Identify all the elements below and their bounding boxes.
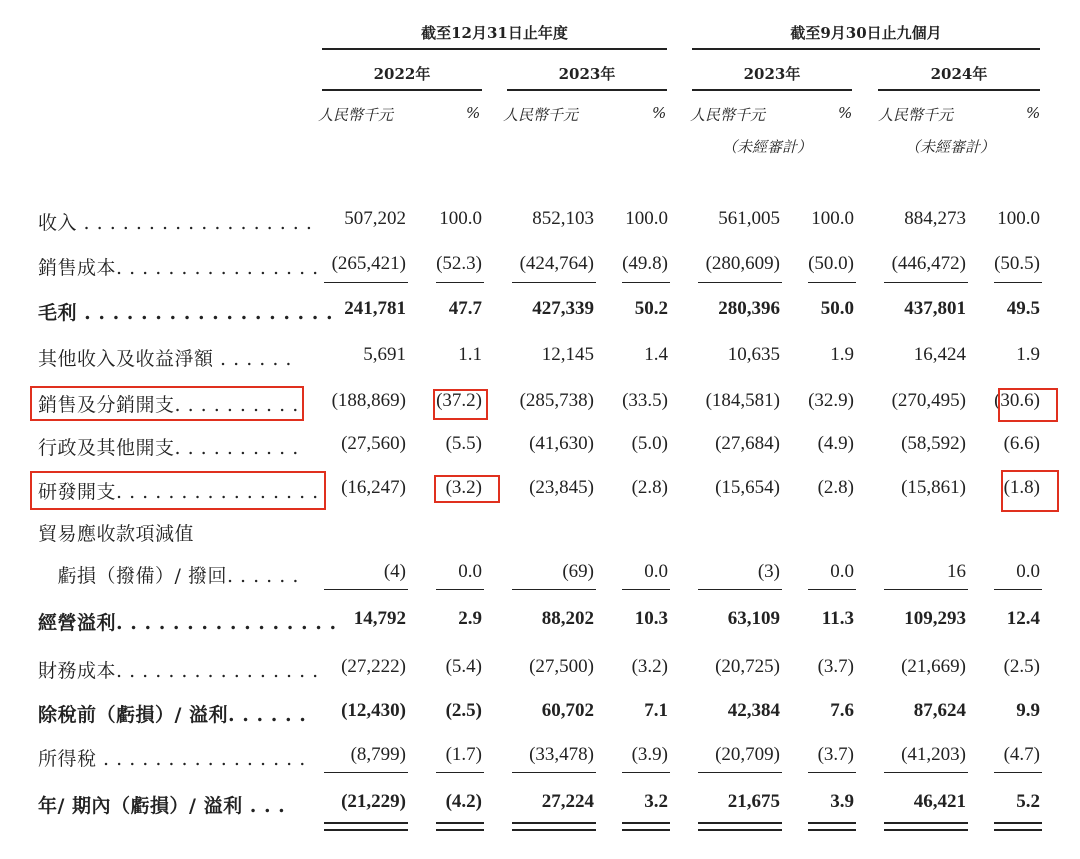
cell-pct-2023: (3.2) xyxy=(631,656,668,677)
total-double-rule xyxy=(622,822,670,824)
subtotal-rule xyxy=(884,772,968,773)
subtotal-rule xyxy=(512,772,596,773)
cell-val-2023-9m: (15,654) xyxy=(715,477,780,498)
cell-pct-2022: (37.2) xyxy=(436,390,482,411)
cell-pct-2023: 1.4 xyxy=(644,344,668,365)
cell-pct-2024-9m: 100.0 xyxy=(997,208,1040,229)
subtotal-rule xyxy=(436,772,484,773)
cell-val-2023-9m: (27,684) xyxy=(715,433,780,454)
cell-val-2024-9m: 884,273 xyxy=(904,208,966,229)
subtotal-rule xyxy=(622,772,670,773)
cell-val-2023: (23,845) xyxy=(529,477,594,498)
subtotal-rule xyxy=(698,282,782,283)
cell-val-2023: 852,103 xyxy=(532,208,594,229)
cell-pct-2023-9m: (4.9) xyxy=(817,433,854,454)
total-double-rule xyxy=(808,829,856,831)
cell-val-2023: (27,500) xyxy=(529,656,594,677)
cell-pct-2024-9m: 12.4 xyxy=(1006,608,1040,629)
cell-pct-2022: 47.7 xyxy=(448,298,482,319)
row-label: 銷售及分銷開支. . . . . . . . . . xyxy=(38,394,299,416)
cell-val-2024-9m: 109,293 xyxy=(904,608,966,629)
cell-val-2023: (424,764) xyxy=(519,253,594,274)
subtotal-rule xyxy=(436,282,484,283)
unit-rmb: 人民幣千元 xyxy=(318,106,394,124)
unit-pct: % xyxy=(652,104,667,122)
cell-val-2022: 507,202 xyxy=(344,208,406,229)
subtotal-rule xyxy=(808,282,856,283)
highlight-box-rd-2022-pct xyxy=(434,475,500,503)
row-label: 貿易應收款項減值 xyxy=(38,523,195,545)
cell-pct-2023: (3.9) xyxy=(631,744,668,765)
year-header-2023-annual: 2023年 xyxy=(558,65,616,83)
row-label: 其他收入及收益淨額 . . . . . . xyxy=(38,348,292,370)
cell-pct-2023-9m: 1.9 xyxy=(830,344,854,365)
cell-pct-2023: 3.2 xyxy=(644,791,668,812)
cell-pct-2023: 7.1 xyxy=(644,700,668,721)
year-header-2023-annual-rule xyxy=(507,89,667,91)
row-label: 年/ 期內（虧損）/ 溢利 . . . xyxy=(38,795,286,817)
total-double-rule xyxy=(622,829,670,831)
cell-pct-2024-9m: (1.8) xyxy=(1003,477,1040,498)
cell-val-2024-9m: (21,669) xyxy=(901,656,966,677)
cell-pct-2023-9m: (32.9) xyxy=(808,390,854,411)
cell-pct-2024-9m: 0.0 xyxy=(1016,561,1040,582)
cell-val-2024-9m: (58,592) xyxy=(901,433,966,454)
unit-rmb: 人民幣千元 xyxy=(503,106,579,124)
row-label: 收入 . . . . . . . . . . . . . . . . . . xyxy=(38,212,313,234)
unit-pct: % xyxy=(466,104,481,122)
cell-pct-2023-9m: 100.0 xyxy=(811,208,854,229)
cell-pct-2023: 100.0 xyxy=(625,208,668,229)
period-header-nine-months-rule xyxy=(692,48,1040,50)
cell-val-2024-9m: 46,421 xyxy=(913,791,966,812)
subtotal-rule xyxy=(884,282,968,283)
cell-val-2022: 5,691 xyxy=(363,344,406,365)
cell-val-2023-9m: 280,396 xyxy=(718,298,780,319)
subtotal-rule xyxy=(994,282,1042,283)
subtotal-rule xyxy=(324,589,408,590)
row-label: 財務成本. . . . . . . . . . . . . . . . xyxy=(38,660,319,682)
period-header-annual-rule xyxy=(322,48,667,50)
total-double-rule xyxy=(324,829,408,831)
period-header-annual: 截至12月31日止年度 xyxy=(421,24,568,42)
cell-val-2022: (16,247) xyxy=(341,477,406,498)
cell-pct-2023-9m: (3.7) xyxy=(817,656,854,677)
cell-val-2023: 12,145 xyxy=(541,344,594,365)
cell-val-2023-9m: 21,675 xyxy=(727,791,780,812)
cell-val-2024-9m: 87,624 xyxy=(913,700,966,721)
subtotal-rule xyxy=(994,589,1042,590)
cell-pct-2023-9m: 7.6 xyxy=(830,700,854,721)
cell-val-2023: 427,339 xyxy=(532,298,594,319)
cell-pct-2023: (2.8) xyxy=(631,477,668,498)
highlight-box-selling-2024-pct xyxy=(998,388,1058,422)
highlight-box-rd-2024-pct xyxy=(1001,470,1059,512)
cell-pct-2022: 0.0 xyxy=(458,561,482,582)
cell-val-2023: 88,202 xyxy=(541,608,594,629)
subtotal-rule xyxy=(622,282,670,283)
cell-val-2023-9m: (20,709) xyxy=(715,744,780,765)
cell-pct-2023-9m: (50.0) xyxy=(808,253,854,274)
total-double-rule xyxy=(698,829,782,831)
unaudited-note: （未經審計） xyxy=(905,138,996,156)
cell-pct-2022: (4.2) xyxy=(445,791,482,812)
total-double-rule xyxy=(324,822,408,824)
total-double-rule xyxy=(808,822,856,824)
unit-rmb: 人民幣千元 xyxy=(878,106,954,124)
cell-val-2023-9m: 10,635 xyxy=(727,344,780,365)
cell-pct-2023: 50.2 xyxy=(634,298,668,319)
cell-pct-2023-9m: (3.7) xyxy=(817,744,854,765)
cell-pct-2023-9m: (2.8) xyxy=(817,477,854,498)
unit-rmb: 人民幣千元 xyxy=(690,106,766,124)
cell-pct-2022: (3.2) xyxy=(445,477,482,498)
cell-val-2022: 241,781 xyxy=(344,298,406,319)
year-header-2022: 2022年 xyxy=(373,65,431,83)
highlight-box-selling-2022-pct xyxy=(433,389,488,420)
cell-val-2023-9m: 63,109 xyxy=(727,608,780,629)
subtotal-rule xyxy=(324,772,408,773)
cell-pct-2024-9m: (4.7) xyxy=(1003,744,1040,765)
cell-val-2024-9m: 16 xyxy=(947,561,966,582)
cell-val-2023: (285,738) xyxy=(519,390,594,411)
cell-val-2023-9m: (280,609) xyxy=(705,253,780,274)
total-double-rule xyxy=(436,822,484,824)
highlight-box-selling-label xyxy=(30,386,304,421)
cell-val-2023-9m: (3) xyxy=(757,561,780,582)
subtotal-rule xyxy=(436,589,484,590)
cell-val-2022: (21,229) xyxy=(341,791,406,812)
row-label: 銷售成本. . . . . . . . . . . . . . . . xyxy=(38,257,319,279)
subtotal-rule xyxy=(994,772,1042,773)
cell-val-2023: 60,702 xyxy=(541,700,594,721)
year-header-2023-interim: 2023年 xyxy=(743,65,801,83)
subtotal-rule xyxy=(324,282,408,283)
cell-pct-2022: 100.0 xyxy=(439,208,482,229)
cell-val-2024-9m: (270,495) xyxy=(891,390,966,411)
subtotal-rule xyxy=(808,589,856,590)
total-double-rule xyxy=(698,822,782,824)
cell-val-2023-9m: 561,005 xyxy=(718,208,780,229)
unaudited-note: （未經審計） xyxy=(722,138,813,156)
cell-pct-2023-9m: 0.0 xyxy=(830,561,854,582)
cell-pct-2023: 0.0 xyxy=(644,561,668,582)
year-header-2023-interim-rule xyxy=(692,89,852,91)
row-label: 經營溢利. . . . . . . . . . . . . . . . xyxy=(38,612,337,634)
unit-pct: % xyxy=(838,104,853,122)
cell-pct-2022: (1.7) xyxy=(445,744,482,765)
highlight-box-rd-label xyxy=(30,471,326,510)
period-header-nine-months: 截至9月30日止九個月 xyxy=(790,24,942,42)
cell-pct-2023: (5.0) xyxy=(631,433,668,454)
cell-pct-2022: (5.5) xyxy=(445,433,482,454)
cell-val-2022: (265,421) xyxy=(331,253,406,274)
cell-pct-2023-9m: 50.0 xyxy=(820,298,854,319)
cell-val-2022: (8,799) xyxy=(350,744,406,765)
subtotal-rule xyxy=(698,772,782,773)
cell-pct-2024-9m: (2.5) xyxy=(1003,656,1040,677)
cell-pct-2022: (52.3) xyxy=(436,253,482,274)
cell-pct-2022: (2.5) xyxy=(445,700,482,721)
total-double-rule xyxy=(512,822,596,824)
total-double-rule xyxy=(884,822,968,824)
cell-pct-2022: 1.1 xyxy=(458,344,482,365)
cell-val-2024-9m: (41,203) xyxy=(901,744,966,765)
total-double-rule xyxy=(436,829,484,831)
cell-val-2023: (69) xyxy=(562,561,594,582)
cell-pct-2022: (5.4) xyxy=(445,656,482,677)
subtotal-rule xyxy=(698,589,782,590)
cell-val-2023: (41,630) xyxy=(529,433,594,454)
cell-pct-2024-9m: 5.2 xyxy=(1016,791,1040,812)
cell-pct-2024-9m: 1.9 xyxy=(1016,344,1040,365)
cell-pct-2024-9m: (6.6) xyxy=(1003,433,1040,454)
subtotal-rule xyxy=(512,589,596,590)
cell-val-2024-9m: 437,801 xyxy=(904,298,966,319)
row-label: 除稅前（虧損）/ 溢利. . . . . . xyxy=(38,704,307,726)
row-label: 虧損（撥備）/ 撥回. . . . . . xyxy=(38,565,299,587)
cell-pct-2022: 2.9 xyxy=(458,608,482,629)
cell-val-2022: (12,430) xyxy=(341,700,406,721)
cell-val-2022: (4) xyxy=(383,561,406,582)
cell-val-2022: (27,560) xyxy=(341,433,406,454)
subtotal-rule xyxy=(622,589,670,590)
unit-pct: % xyxy=(1026,104,1041,122)
subtotal-rule xyxy=(884,589,968,590)
cell-val-2022: (27,222) xyxy=(341,656,406,677)
cell-val-2024-9m: 16,424 xyxy=(913,344,966,365)
cell-val-2023: 27,224 xyxy=(541,791,594,812)
year-header-2022-rule xyxy=(322,89,482,91)
total-double-rule xyxy=(884,829,968,831)
year-header-2024: 2024年 xyxy=(930,65,988,83)
cell-val-2022: 14,792 xyxy=(353,608,406,629)
cell-val-2023-9m: (20,725) xyxy=(715,656,780,677)
cell-val-2023-9m: 42,384 xyxy=(727,700,780,721)
cell-pct-2024-9m: 9.9 xyxy=(1016,700,1040,721)
row-label: 毛利 . . . . . . . . . . . . . . . . . . xyxy=(38,302,334,324)
subtotal-rule xyxy=(808,772,856,773)
total-double-rule xyxy=(512,829,596,831)
cell-val-2023-9m: (184,581) xyxy=(705,390,780,411)
row-label: 所得稅 . . . . . . . . . . . . . . . . xyxy=(38,748,306,770)
cell-val-2023: (33,478) xyxy=(529,744,594,765)
cell-pct-2023: (33.5) xyxy=(622,390,668,411)
cell-val-2022: (188,869) xyxy=(331,390,406,411)
cell-pct-2023-9m: 11.3 xyxy=(821,608,854,629)
cell-val-2024-9m: (446,472) xyxy=(891,253,966,274)
cell-pct-2024-9m: (30.6) xyxy=(994,390,1040,411)
cell-pct-2024-9m: 49.5 xyxy=(1006,298,1040,319)
row-label: 行政及其他開支. . . . . . . . . . xyxy=(38,437,299,459)
row-label: 研發開支. . . . . . . . . . . . . . . . xyxy=(38,481,319,503)
year-header-2024-rule xyxy=(878,89,1040,91)
cell-val-2024-9m: (15,861) xyxy=(901,477,966,498)
cell-pct-2023: 10.3 xyxy=(634,608,668,629)
cell-pct-2023-9m: 3.9 xyxy=(830,791,854,812)
subtotal-rule xyxy=(512,282,596,283)
cell-pct-2023: (49.8) xyxy=(622,253,668,274)
cell-pct-2024-9m: (50.5) xyxy=(994,253,1040,274)
total-double-rule xyxy=(994,822,1042,824)
total-double-rule xyxy=(994,829,1042,831)
